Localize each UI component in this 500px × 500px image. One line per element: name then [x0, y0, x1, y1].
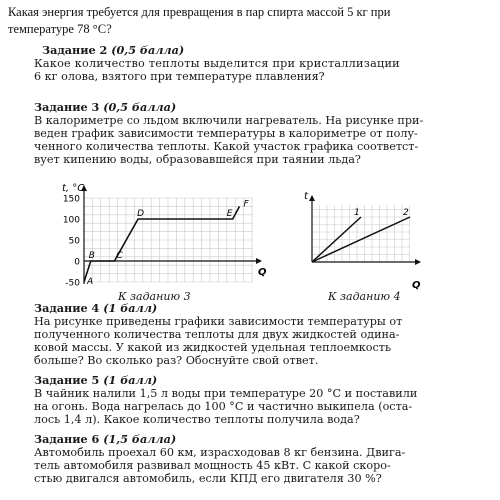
- task-4-number: Задание 4: [34, 301, 100, 315]
- chart-3-y-tick-label: 50: [68, 236, 80, 247]
- chart-3-point-label-a: A: [87, 277, 94, 287]
- task-2-line-1: Какое количество теплоты выделится при кристаллизации: [34, 57, 400, 70]
- task-6-points: (1,5 балла): [103, 432, 177, 446]
- task-4-line-1: На рисунке приведены графики зависимости температуры от: [34, 315, 403, 328]
- chart-3-point-label-e: E: [226, 209, 233, 219]
- chart-3-curve: [84, 206, 239, 282]
- task-4-line-2: полученного количества теплоты для двух жидкостей одина-: [34, 328, 400, 341]
- chart-4-line-label-2: 2: [403, 208, 409, 218]
- chart-3-tick-labels: [63, 195, 80, 289]
- intro-line-1: Какая энергия требуется для превращения в пар спирта массой 5 кг при: [8, 5, 391, 19]
- task-3-line-2: веден график зависимости температуры в калориметре от полу-: [34, 127, 418, 140]
- chart-3-point-label-f: F: [243, 199, 249, 210]
- task-2-line-2: 6 кг олова, взятого при температуре плавления?: [34, 70, 325, 83]
- chart-3-y-tick-label: 0: [74, 257, 80, 268]
- chart-4-line-label-1: 1: [354, 208, 360, 218]
- task-6-heading: [34, 433, 176, 447]
- task-3-line-4: вует кипению воды, образовавшейся при таянии льда?: [34, 153, 361, 166]
- chart-task-3: [55, 183, 275, 303]
- chart-3-polyline: [84, 206, 239, 282]
- task-3-points: (0,5 балла): [103, 100, 177, 114]
- chart-3-y-tick-label: 100: [62, 215, 80, 226]
- task-6-line-2: тель автомобиля развивал мощность 45 кВт. С какой скоро-: [34, 459, 391, 472]
- chart-3-x-arrow: [256, 258, 262, 264]
- task-5-points: (1 балл): [103, 373, 158, 387]
- task-3-number: Задание 3: [34, 100, 100, 114]
- chart-3-point-label-b: B: [88, 251, 95, 261]
- task-5-line-2: на огонь. Вода нагрелась до 100 °С и частично выкипела (оста-: [34, 400, 413, 413]
- task-3-line-1: В калориметре со льдом включили нагреватель. На рисунке при-: [34, 114, 424, 127]
- chart-4-x-arrow: [415, 259, 421, 265]
- chart-4-grid: [312, 205, 410, 262]
- task-6-line-3: стью двигался автомобиль, если КПД его двигателя 30 %?: [34, 472, 382, 485]
- task-4-line-4: больше? Во сколько раз? Обоснуйте свой ответ.: [34, 354, 319, 367]
- chart-4-y-axis-label: t: [304, 191, 308, 202]
- task-5-heading: [34, 374, 157, 388]
- chart-3-y-tick-label: 150: [62, 194, 80, 205]
- task-6-line-1: Автомобиль проехал 60 км, израсходовав 8 кг бензина. Двига-: [34, 446, 406, 459]
- chart-4-x-axis-label: Q: [412, 280, 421, 290]
- chart-4-y-arrow: [309, 195, 315, 201]
- intro-line-2: температуре 78 °С?: [8, 22, 112, 36]
- task-4-line-3: ковой массы. У какой из жидкостей удельная теплоемкость: [34, 341, 392, 354]
- chart-3-y-tick-label: -50: [65, 278, 80, 289]
- task-3-heading: [34, 101, 176, 115]
- chart-3-point-label-c: C: [116, 251, 123, 261]
- task-3-line-3: ченного количества теплоты. Какой участок графика соответст-: [34, 140, 419, 153]
- task-2-heading: [42, 44, 184, 58]
- task-6-number: Задание 6: [34, 432, 100, 446]
- chart-3-y-axis-label: t, °C: [62, 183, 85, 194]
- task-5-line-1: В чайник налили 1,5 л воды при температуре 20 °С и поставили: [34, 387, 418, 400]
- task-5-number: Задание 5: [34, 373, 100, 387]
- chart-3-caption: К заданию 3: [118, 290, 191, 303]
- task-4-points: (1 балл): [103, 301, 158, 315]
- task-4-heading: [34, 302, 157, 316]
- chart-3-x-axis-label: Q: [258, 267, 267, 278]
- task-5-line-3: лось 1,4 л). Какое количество теплоты получила вода?: [34, 413, 360, 426]
- task-2-points: (0,5 балла): [111, 43, 185, 57]
- chart-4-caption: К заданию 4: [328, 290, 401, 303]
- chart-3-point-label-d: D: [137, 209, 145, 219]
- task-2-number: Задание 2: [42, 43, 108, 57]
- chart-3-axes: [81, 185, 262, 284]
- chart-task-4: [295, 190, 430, 290]
